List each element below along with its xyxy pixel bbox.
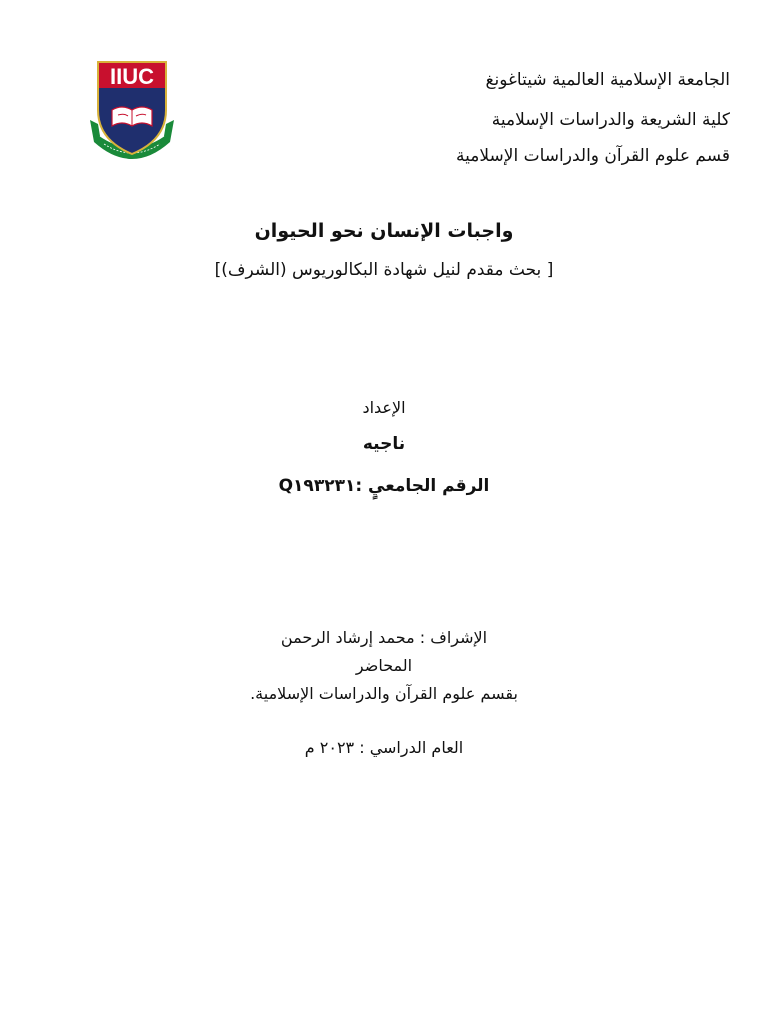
logo-text: IIUC (110, 64, 154, 89)
student-id: الرقم الجامعيٍ :Q١٩٣٢٣١ (278, 476, 490, 496)
academic-year: العام الدراسي : ٢٠٢٣ م (304, 738, 464, 757)
university-name: الجامعة الإسلامية العالمية شيتاغونغ (485, 70, 730, 90)
document-subtitle: [ بحث مقدم لنيل شهادة البكالوريوس (الشرف)] (214, 260, 554, 280)
author-name: ناجيه (362, 434, 406, 454)
university-logo (84, 58, 180, 176)
supervisor-title: المحاضر (355, 656, 413, 675)
author-label: الإعداد (362, 398, 406, 417)
department-name: قسم علوم القرآن والدراسات الإسلامية (456, 146, 730, 166)
supervisor-line: الإشراف : محمد إرشاد الرحمن (280, 628, 488, 647)
supervisor-department: بقسم علوم القرآن والدراسات الإسلامية. (250, 684, 518, 703)
document-title: واجبات الإنسان نحو الحيوان (254, 220, 514, 242)
faculty-name: كلية الشريعة والدراسات الإسلامية (491, 110, 730, 130)
